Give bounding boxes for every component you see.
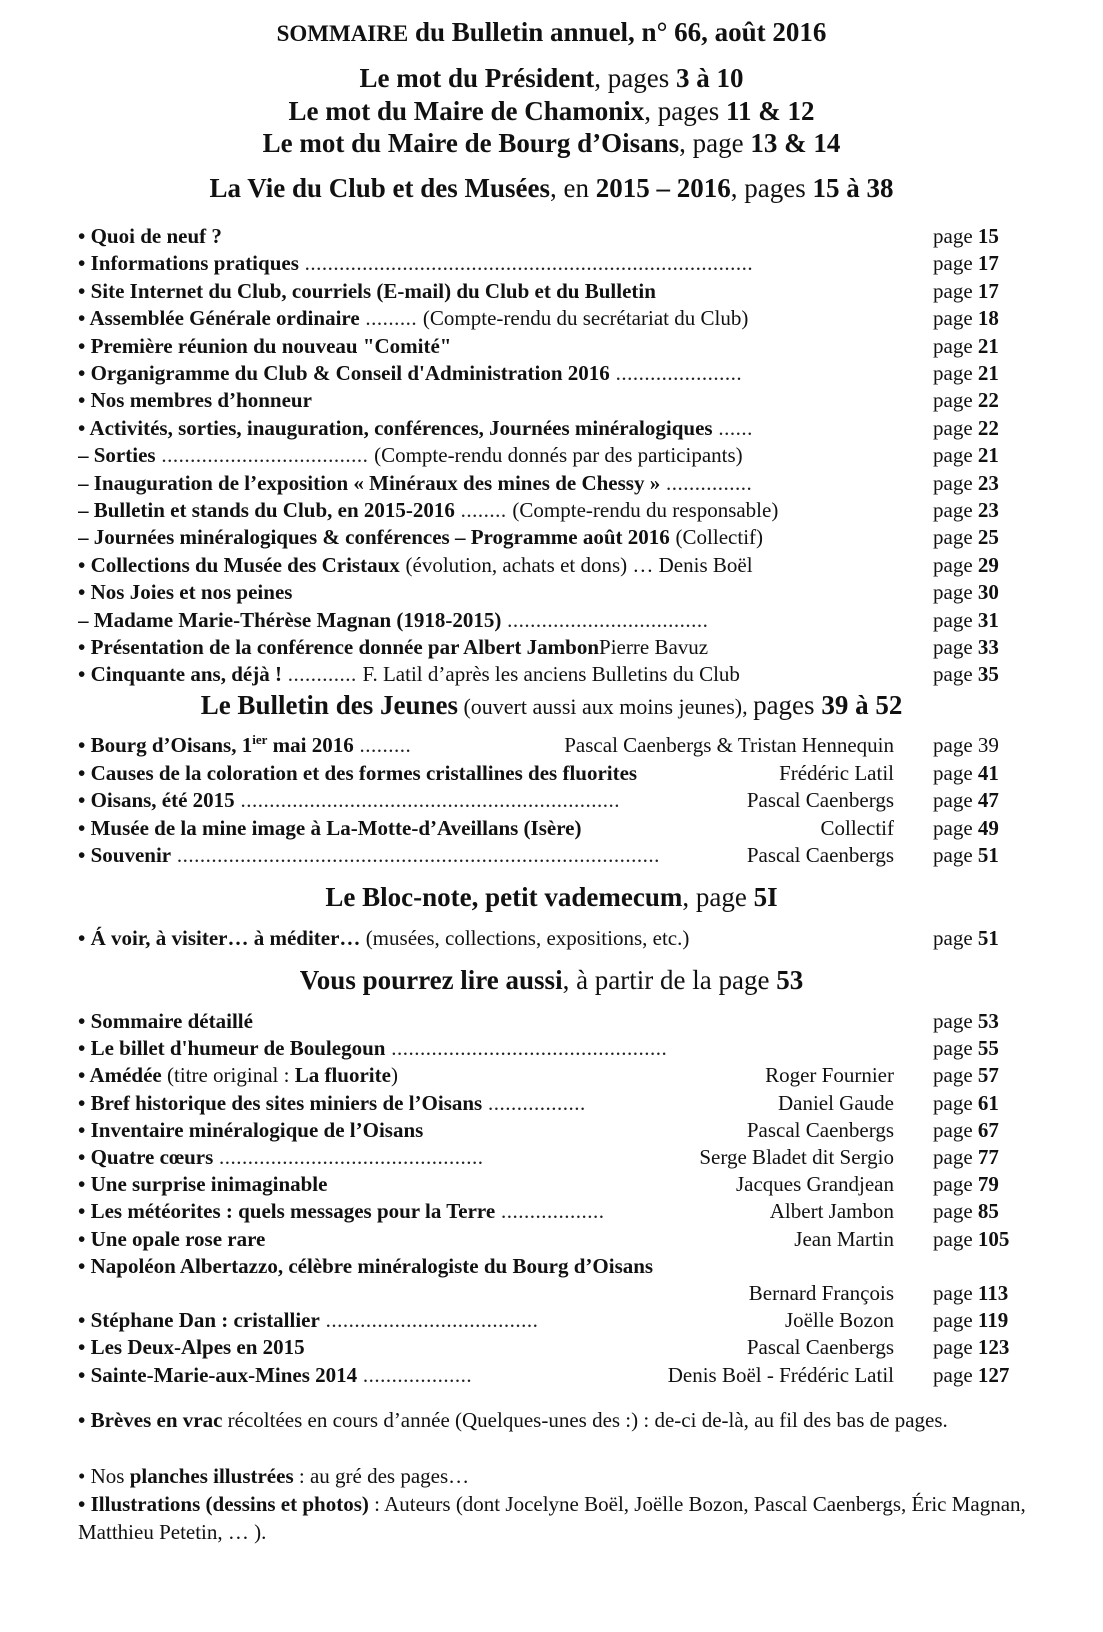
list-item xyxy=(78,814,1022,842)
page-label: page xyxy=(933,278,973,303)
list-item xyxy=(78,1306,1022,1334)
author-name: Denis Boël - Frédéric Latil xyxy=(667,1362,894,1387)
item-title xyxy=(78,1007,894,1035)
author-name: Collectif xyxy=(820,815,894,840)
page-number: 22 xyxy=(977,415,999,440)
item-text: • Une opale rose rare xyxy=(78,1226,266,1251)
page-ref xyxy=(933,1170,999,1198)
leader-dots: ......... xyxy=(353,733,412,757)
page-ref xyxy=(933,1197,999,1225)
page-label: page xyxy=(933,1145,973,1169)
page-ref xyxy=(933,660,999,688)
page-label: page xyxy=(933,388,973,413)
page-label: page xyxy=(933,333,973,358)
page-number: 29 xyxy=(977,552,999,577)
item-title xyxy=(78,578,894,606)
item-title xyxy=(78,386,894,414)
leader-dots: ................................... xyxy=(501,607,709,632)
list-item xyxy=(78,222,1022,250)
page-ref xyxy=(933,332,999,360)
page-number: 33 xyxy=(977,635,999,659)
page-label: page xyxy=(933,498,973,522)
page-ref xyxy=(933,523,999,551)
item-text: • Assemblée Générale ordinaire xyxy=(78,306,360,331)
page-label: page xyxy=(933,361,973,385)
page-number: 18 xyxy=(977,306,999,331)
page-ref xyxy=(933,1225,1009,1253)
item-title xyxy=(78,496,894,524)
list-item xyxy=(78,841,1022,869)
item-text: – Madame Marie-Thérèse Magnan (1918-2015) xyxy=(78,607,502,632)
list-item xyxy=(78,1252,1022,1280)
item-text: • Quatre cœurs xyxy=(78,1145,214,1169)
page-number: 105 xyxy=(977,1226,1010,1251)
list-item xyxy=(78,1333,1022,1361)
title-rest: du Bulletin annuel, n° 66, août 2016 xyxy=(408,17,827,47)
author-name: Pascal Caenbergs xyxy=(746,1335,894,1360)
item-text: • Les météorites : quels messages pour la Terre xyxy=(78,1199,496,1224)
list-item xyxy=(78,1034,1022,1062)
item-title xyxy=(78,277,894,305)
page-ref xyxy=(933,249,999,277)
item-text: • Informations pratiques xyxy=(78,251,299,276)
page-label: page xyxy=(933,635,973,659)
leader-dots: ................................................ xyxy=(385,1036,668,1061)
item-text: • Stéphane Dan : cristallier xyxy=(78,1308,320,1333)
author xyxy=(662,1361,894,1389)
page-label: page xyxy=(933,1362,973,1387)
page-ref xyxy=(933,1143,999,1171)
author xyxy=(741,841,894,869)
page-ref xyxy=(933,759,999,787)
page-label: page xyxy=(933,662,973,687)
footer-breves: • Brèves en vrac récoltées en cours d’année (Quelques-unes des :) : de-ci de-là, au fil des bas de pages. xyxy=(78,1408,948,1432)
page-label: page xyxy=(933,1090,973,1115)
item-note: (titre original : xyxy=(161,1063,295,1088)
page-number: 23 xyxy=(977,470,999,495)
page-label: page xyxy=(933,1226,973,1251)
leader-dots: .............................................................................. xyxy=(298,251,754,276)
item-title xyxy=(78,814,894,842)
item-text: • Amédée xyxy=(78,1063,162,1088)
list-item xyxy=(78,551,1022,579)
list-item xyxy=(78,1197,1022,1225)
leader-dots: ......... xyxy=(359,306,423,331)
author-name: Albert Jambon xyxy=(769,1199,894,1224)
page-label: page xyxy=(933,1335,973,1360)
page-ref xyxy=(933,1034,999,1062)
heading-mot-maire-chamonix: Le mot du Maire de Chamonix, pages 11 & 12 xyxy=(288,96,815,126)
list-item xyxy=(78,496,1022,524)
page-number: 25 xyxy=(977,525,999,550)
item-text: • Inventaire minéralogique de l’Oisans xyxy=(78,1117,424,1142)
item-note: (évolution, achats et dons) … Denis Boël xyxy=(405,552,753,577)
item-text: • Collections du Musée des Cristaux xyxy=(78,552,400,577)
heading-mot-maire-bourg: Le mot du Maire de Bourg d’Oisans, page 13 & 14 xyxy=(262,128,841,158)
page-number: 21 xyxy=(977,443,999,468)
page-label: page xyxy=(933,251,973,276)
page-ref xyxy=(933,1089,999,1117)
page-number: 55 xyxy=(977,1036,999,1061)
page-label: page xyxy=(933,306,973,331)
item-title xyxy=(78,414,894,442)
page-ref xyxy=(933,441,999,469)
list-item xyxy=(78,1170,1022,1198)
list-item xyxy=(78,304,1022,332)
page-label: page xyxy=(933,1117,973,1142)
page-ref xyxy=(933,222,999,250)
item-title xyxy=(78,249,894,277)
list-item xyxy=(78,1279,1022,1307)
page-number: 47 xyxy=(977,788,999,813)
page-label: page xyxy=(933,443,973,468)
page-label: page xyxy=(933,760,973,785)
item-text: • Sommaire détaillé xyxy=(78,1009,253,1033)
page-ref xyxy=(933,496,999,524)
item-title xyxy=(78,759,894,787)
list-item xyxy=(78,1143,1022,1171)
item-note: (Collectif) xyxy=(675,525,764,550)
page-label: page xyxy=(933,552,973,577)
page-label: page xyxy=(933,415,973,440)
page-number: 57 xyxy=(977,1063,999,1088)
page-ref xyxy=(933,814,999,842)
list-item xyxy=(78,249,1022,277)
page-number: 53 xyxy=(977,1009,999,1033)
list-item: • Á voir, à visiter… à méditer… (musées, collections, expositions, etc.) page 51 xyxy=(78,926,999,950)
list-item xyxy=(78,332,1022,360)
item-title xyxy=(78,304,894,332)
page-ref xyxy=(933,551,999,579)
item-text: – Journées minéralogiques & conférences – Programme août 2016 xyxy=(78,525,670,550)
author-name: Daniel Gaude xyxy=(777,1090,894,1115)
item-text: • Le billet d'humeur de Boulegoun xyxy=(78,1036,386,1061)
page-number: 61 xyxy=(977,1090,999,1115)
leader-dots: ........ xyxy=(454,498,513,522)
item-text: • Oisans, été 2015 xyxy=(78,788,235,813)
author xyxy=(743,1279,894,1307)
leader-dots: ............... xyxy=(660,470,753,495)
page-ref xyxy=(933,1116,999,1144)
page-ref xyxy=(933,841,999,869)
leader-dots: .................................................................. xyxy=(234,788,620,813)
item-title xyxy=(78,633,894,661)
item-text: • Musée de la mine image à La-Motte-d’Aveillans (Isère) xyxy=(78,815,582,840)
item-text-cont: mai 2016 xyxy=(267,733,354,757)
author-name: Jean Martin xyxy=(794,1226,894,1251)
page-ref xyxy=(933,731,999,759)
author-name: Pascal Caenbergs xyxy=(746,843,894,868)
page-ref xyxy=(933,578,999,606)
list-item xyxy=(78,523,1022,551)
author xyxy=(558,731,894,759)
item-text: • Cinquante ans, déjà ! xyxy=(78,662,282,687)
page-label: page xyxy=(933,1199,973,1224)
list-item xyxy=(78,1061,1022,1089)
item-note: F. Latil d’après les anciens Bulletins du Club xyxy=(362,662,740,687)
list-item xyxy=(78,441,1022,469)
page-label: page xyxy=(933,1063,973,1088)
item-title xyxy=(78,469,894,497)
author xyxy=(741,786,894,814)
page-ref xyxy=(933,786,999,814)
leader-dots: ..................................... xyxy=(319,1308,539,1333)
item-text: – Bulletin et stands du Club, en 2015-2016 xyxy=(78,498,455,522)
list-item xyxy=(78,386,1022,414)
author-name: Serge Bladet dit Sergio xyxy=(699,1145,894,1169)
author xyxy=(815,814,894,842)
item-title xyxy=(78,523,894,551)
page-label: page xyxy=(933,525,973,550)
page-ref xyxy=(933,1061,999,1089)
item-title xyxy=(78,359,894,387)
item-note: ) xyxy=(390,1063,398,1088)
page-number: 23 xyxy=(977,498,999,522)
page-number: 21 xyxy=(977,361,999,385)
item-title xyxy=(78,222,894,250)
heading-bloc-note: Le Bloc-note, petit vademecum, page 5I xyxy=(325,882,778,912)
page-number: 79 xyxy=(977,1172,999,1197)
item-text: • Organigramme du Club & Conseil d'Administration 2016 xyxy=(78,361,610,385)
page-ref xyxy=(933,386,999,414)
author xyxy=(759,1061,894,1089)
page-label: page xyxy=(933,1281,973,1305)
list-item xyxy=(78,414,1022,442)
item-title xyxy=(78,551,894,579)
page-label: page xyxy=(933,1009,973,1033)
page-label: page xyxy=(933,1308,973,1333)
item-note: (Compte-rendu du responsable) xyxy=(512,498,779,522)
list-item xyxy=(78,633,1022,661)
item-text: • Activités, sorties, inauguration, conférences, Journées minéralogiques xyxy=(78,415,713,440)
list-item xyxy=(78,1225,1022,1253)
list-item xyxy=(78,1361,1022,1389)
item-text: • Sainte-Marie-aux-Mines 2014 xyxy=(78,1362,358,1387)
page-label: page xyxy=(933,580,973,605)
item-text: • Présentation de la conférence donnée par Albert Jambon xyxy=(78,635,600,659)
author-name: Pascal Caenbergs & Tristan Hennequin xyxy=(564,733,894,757)
page-label: page xyxy=(933,733,973,757)
item-text: • Nos membres d’honneur xyxy=(78,388,312,413)
item-text: • Bourg d’Oisans, 1 xyxy=(78,733,253,757)
page-label: page xyxy=(933,607,973,632)
list-item xyxy=(78,1007,1022,1035)
page-number: 67 xyxy=(977,1117,999,1142)
footer-illustrations: • Illustrations (dessins et photos) : Auteurs (dont Jocelyne Boël, Joëlle Bozon, Pascal Caenbergs, Éric Magnan, Matthieu Petetin, … ). xyxy=(78,1492,1026,1544)
item-title xyxy=(78,1306,894,1334)
page-number: 49 xyxy=(977,815,999,840)
footer-planches: • Nos planches illustrées : au gré des pages… xyxy=(78,1464,470,1488)
author xyxy=(788,1225,894,1253)
item-text: • Une surprise inimaginable xyxy=(78,1172,328,1197)
page-number: 22 xyxy=(977,388,999,413)
page-number: 85 xyxy=(977,1199,999,1224)
item-title xyxy=(78,1252,894,1280)
item-note: (Compte-rendu donnés par des participants) xyxy=(374,443,743,468)
page-number: 119 xyxy=(977,1308,1009,1333)
list-item xyxy=(78,1116,1022,1144)
author-name: Pascal Caenbergs xyxy=(746,1117,894,1142)
page-number: 39 xyxy=(977,733,999,757)
page-number: 17 xyxy=(977,251,999,276)
page-number: 113 xyxy=(977,1281,1009,1305)
superscript: ier xyxy=(252,732,268,747)
page-number: 31 xyxy=(977,607,999,632)
leader-dots: ............ xyxy=(281,662,363,687)
page-ref xyxy=(933,304,999,332)
leader-dots: .................. xyxy=(495,1199,605,1224)
document-title xyxy=(0,16,1103,50)
item-title xyxy=(78,332,894,360)
page-number: 77 xyxy=(977,1145,999,1169)
author xyxy=(693,1143,894,1171)
heading-mot-president: Le mot du Président, pages 3 à 10 xyxy=(359,63,744,93)
item-title xyxy=(78,660,894,688)
page-ref xyxy=(933,633,999,661)
item-note: Pierre Bavuz xyxy=(599,635,709,659)
page-number: 17 xyxy=(977,278,999,303)
item-title xyxy=(78,1034,894,1062)
author xyxy=(779,1306,894,1334)
author-name: Pascal Caenbergs xyxy=(746,788,894,813)
page-ref xyxy=(933,1007,999,1035)
page-number: 35 xyxy=(977,662,999,687)
item-text-cont: La fluorite xyxy=(294,1063,391,1088)
item-text: – Inauguration de l’exposition « Minéraux des mines de Chessy » xyxy=(78,470,661,495)
page-ref xyxy=(933,606,999,634)
page-label: page xyxy=(933,843,973,868)
page-label: page xyxy=(933,470,973,495)
item-text: • Les Deux-Alpes en 2015 xyxy=(78,1335,305,1360)
page-ref xyxy=(933,1333,1009,1361)
heading-vous-pourrez-lire: Vous pourrez lire aussi, à partir de la page 53 xyxy=(299,965,804,995)
item-title xyxy=(78,606,894,634)
item-text: • Quoi de neuf ? xyxy=(78,224,222,248)
list-item xyxy=(78,469,1022,497)
leader-dots: ...... xyxy=(712,415,753,440)
list-item xyxy=(78,606,1022,634)
page-number: 15 xyxy=(977,224,999,248)
author xyxy=(772,1089,894,1117)
item-text: • Causes de la coloration et des formes cristallines des fluorites xyxy=(78,760,638,785)
page-number: 21 xyxy=(977,333,999,358)
leader-dots: .................................... xyxy=(155,443,375,468)
item-text: • Bref historique des sites miniers de l’Oisans xyxy=(78,1090,483,1115)
item-text: – Sorties xyxy=(78,443,156,468)
item-text: • Site Internet du Club, courriels (E-mail) du Club et du Bulletin xyxy=(78,278,656,303)
page-number: 51 xyxy=(977,843,999,868)
heading-bulletin-jeunes: Le Bulletin des Jeunes (ouvert aussi aux moins jeunes), pages 39 à 52 xyxy=(200,690,903,720)
list-item xyxy=(78,359,1022,387)
list-item xyxy=(78,759,1022,787)
item-text: • Nos Joies et nos peines xyxy=(78,580,293,605)
author xyxy=(741,1116,894,1144)
item-note: (Compte-rendu du secrétariat du Club) xyxy=(422,306,749,331)
list-item xyxy=(78,1089,1022,1117)
author-name: Roger Fournier xyxy=(765,1063,894,1088)
author xyxy=(730,1170,894,1198)
author-name: Bernard François xyxy=(748,1281,894,1305)
item-title xyxy=(78,1225,894,1253)
page-ref xyxy=(933,469,999,497)
leader-dots: ................... xyxy=(357,1362,473,1387)
list-item xyxy=(78,277,1022,305)
list-item xyxy=(78,578,1022,606)
page-ref xyxy=(933,1279,1008,1307)
author-name: Jacques Grandjean xyxy=(735,1172,894,1197)
heading-vie-du-club: La Vie du Club et des Musées, en 2015 – 2016, pages 15 à 38 xyxy=(209,173,894,203)
page-label: page xyxy=(933,1036,973,1061)
page-number: 41 xyxy=(977,760,999,785)
item-text: • Souvenir xyxy=(78,843,172,868)
item-title xyxy=(78,441,894,469)
author xyxy=(764,1197,894,1225)
list-item xyxy=(78,786,1022,814)
title-sommaire: SOMMAIRE xyxy=(276,21,409,46)
page-label: page xyxy=(933,1172,973,1197)
leader-dots: .............................................. xyxy=(213,1145,484,1169)
author-name: Frédéric Latil xyxy=(779,760,894,785)
page-label: page xyxy=(933,788,973,813)
page-ref xyxy=(933,359,999,387)
page-ref xyxy=(933,414,999,442)
author xyxy=(773,759,894,787)
page-ref xyxy=(933,277,999,305)
author xyxy=(741,1333,894,1361)
item-text: • Napoléon Albertazzo, célèbre minéralogiste du Bourg d’Oisans xyxy=(78,1253,654,1278)
page-ref xyxy=(933,1361,1009,1389)
page-ref xyxy=(933,1306,1008,1334)
list-item xyxy=(78,731,1022,759)
item-text: • Première réunion du nouveau "Comité" xyxy=(78,333,452,358)
leader-dots: ...................... xyxy=(609,361,743,385)
page-label: page xyxy=(933,224,973,248)
page-number: 30 xyxy=(977,580,999,605)
author-name: Joëlle Bozon xyxy=(784,1308,894,1333)
leader-dots: ................. xyxy=(482,1090,586,1115)
page-number: 127 xyxy=(977,1362,1010,1387)
page-number: 123 xyxy=(977,1335,1010,1360)
leader-dots: .................................................................................... xyxy=(171,843,660,868)
list-item xyxy=(78,660,1022,688)
page-label: page xyxy=(933,815,973,840)
